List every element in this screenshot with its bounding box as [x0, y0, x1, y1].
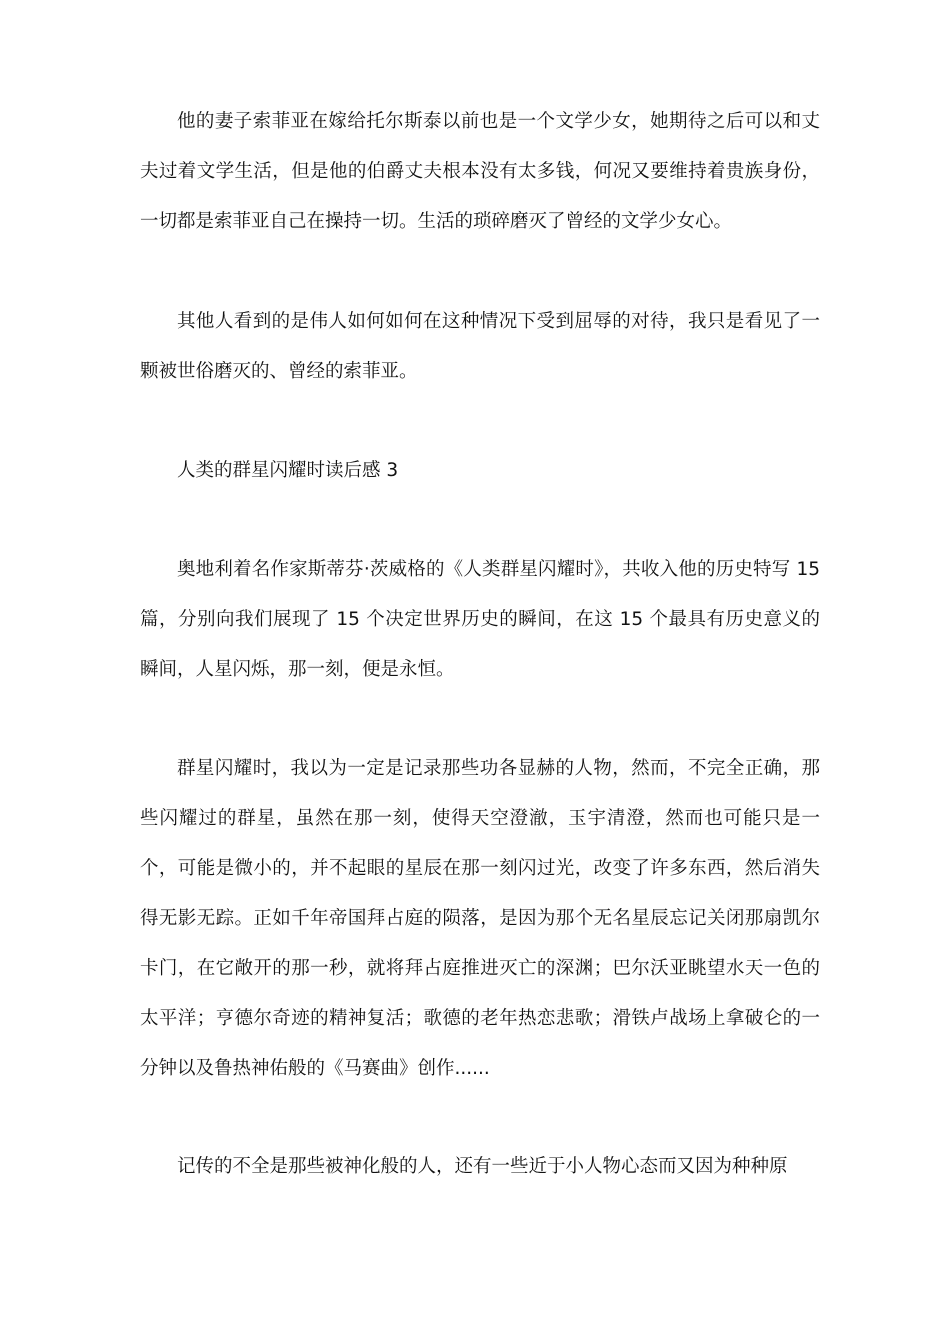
paragraph-stars: 群星闪耀时，我以为一定是记录那些功各显赫的人物，然而，不完全正确，那些闪耀过的群星，虽然在那一刻，使得天空澄澈，玉宇清澄，然而也可能只是一个，可能是微小的，并不起眼的星辰在那一刻闪过光，改变了许多东西，然后消失得无影无踪。正如千年帝国拜占庭的陨落，是因为那个无名星辰忘记关闭那扇凯尔卡门，在它敞开的那一秒，就将拜占庭推进灭亡的深渊；巴尔沃亚眺望水天一色的太平洋；亨德尔奇迹的精神复活；歌德的老年热恋悲歌；滑铁卢战场上拿破仑的一分钟以及鲁热神佑般的《马赛曲》创作...... — [140, 758, 820, 1079]
paragraph-sophia: 他的妻子索菲亚在嫁给托尔斯泰以前也是一个文学少女，她期待之后可以和丈夫过着文学生活，但是他的伯爵丈夫根本没有太多钱，何况又要维持着贵族身份，一切都是索菲亚自己在操持一切。生活的琐碎磨灭了曾经的文学少女心。 — [140, 111, 820, 232]
section-heading: 人类的群星闪耀时读后感 3 — [177, 460, 399, 481]
paragraph-biography: 记传的不全是那些被神化般的人，还有一些近于小人物心态而又因为种种原 — [177, 1156, 788, 1177]
paragraph-intro: 奥地利着名作家斯蒂芬·茨威格的《人类群星闪耀时》，共收入他的历史特写 15 篇，分别向我们展现了 15 个决定世界历史的瞬间，在这 15 个最具有历史意义的瞬间，人星闪烁，那一刻，便是永恒。 — [140, 559, 820, 680]
paragraph-others-view: 其他人看到的是伟人如何如何在这种情况下受到屈辱的对待，我只是看见了一颗被世俗磨灭的、曾经的索菲亚。 — [140, 311, 820, 382]
